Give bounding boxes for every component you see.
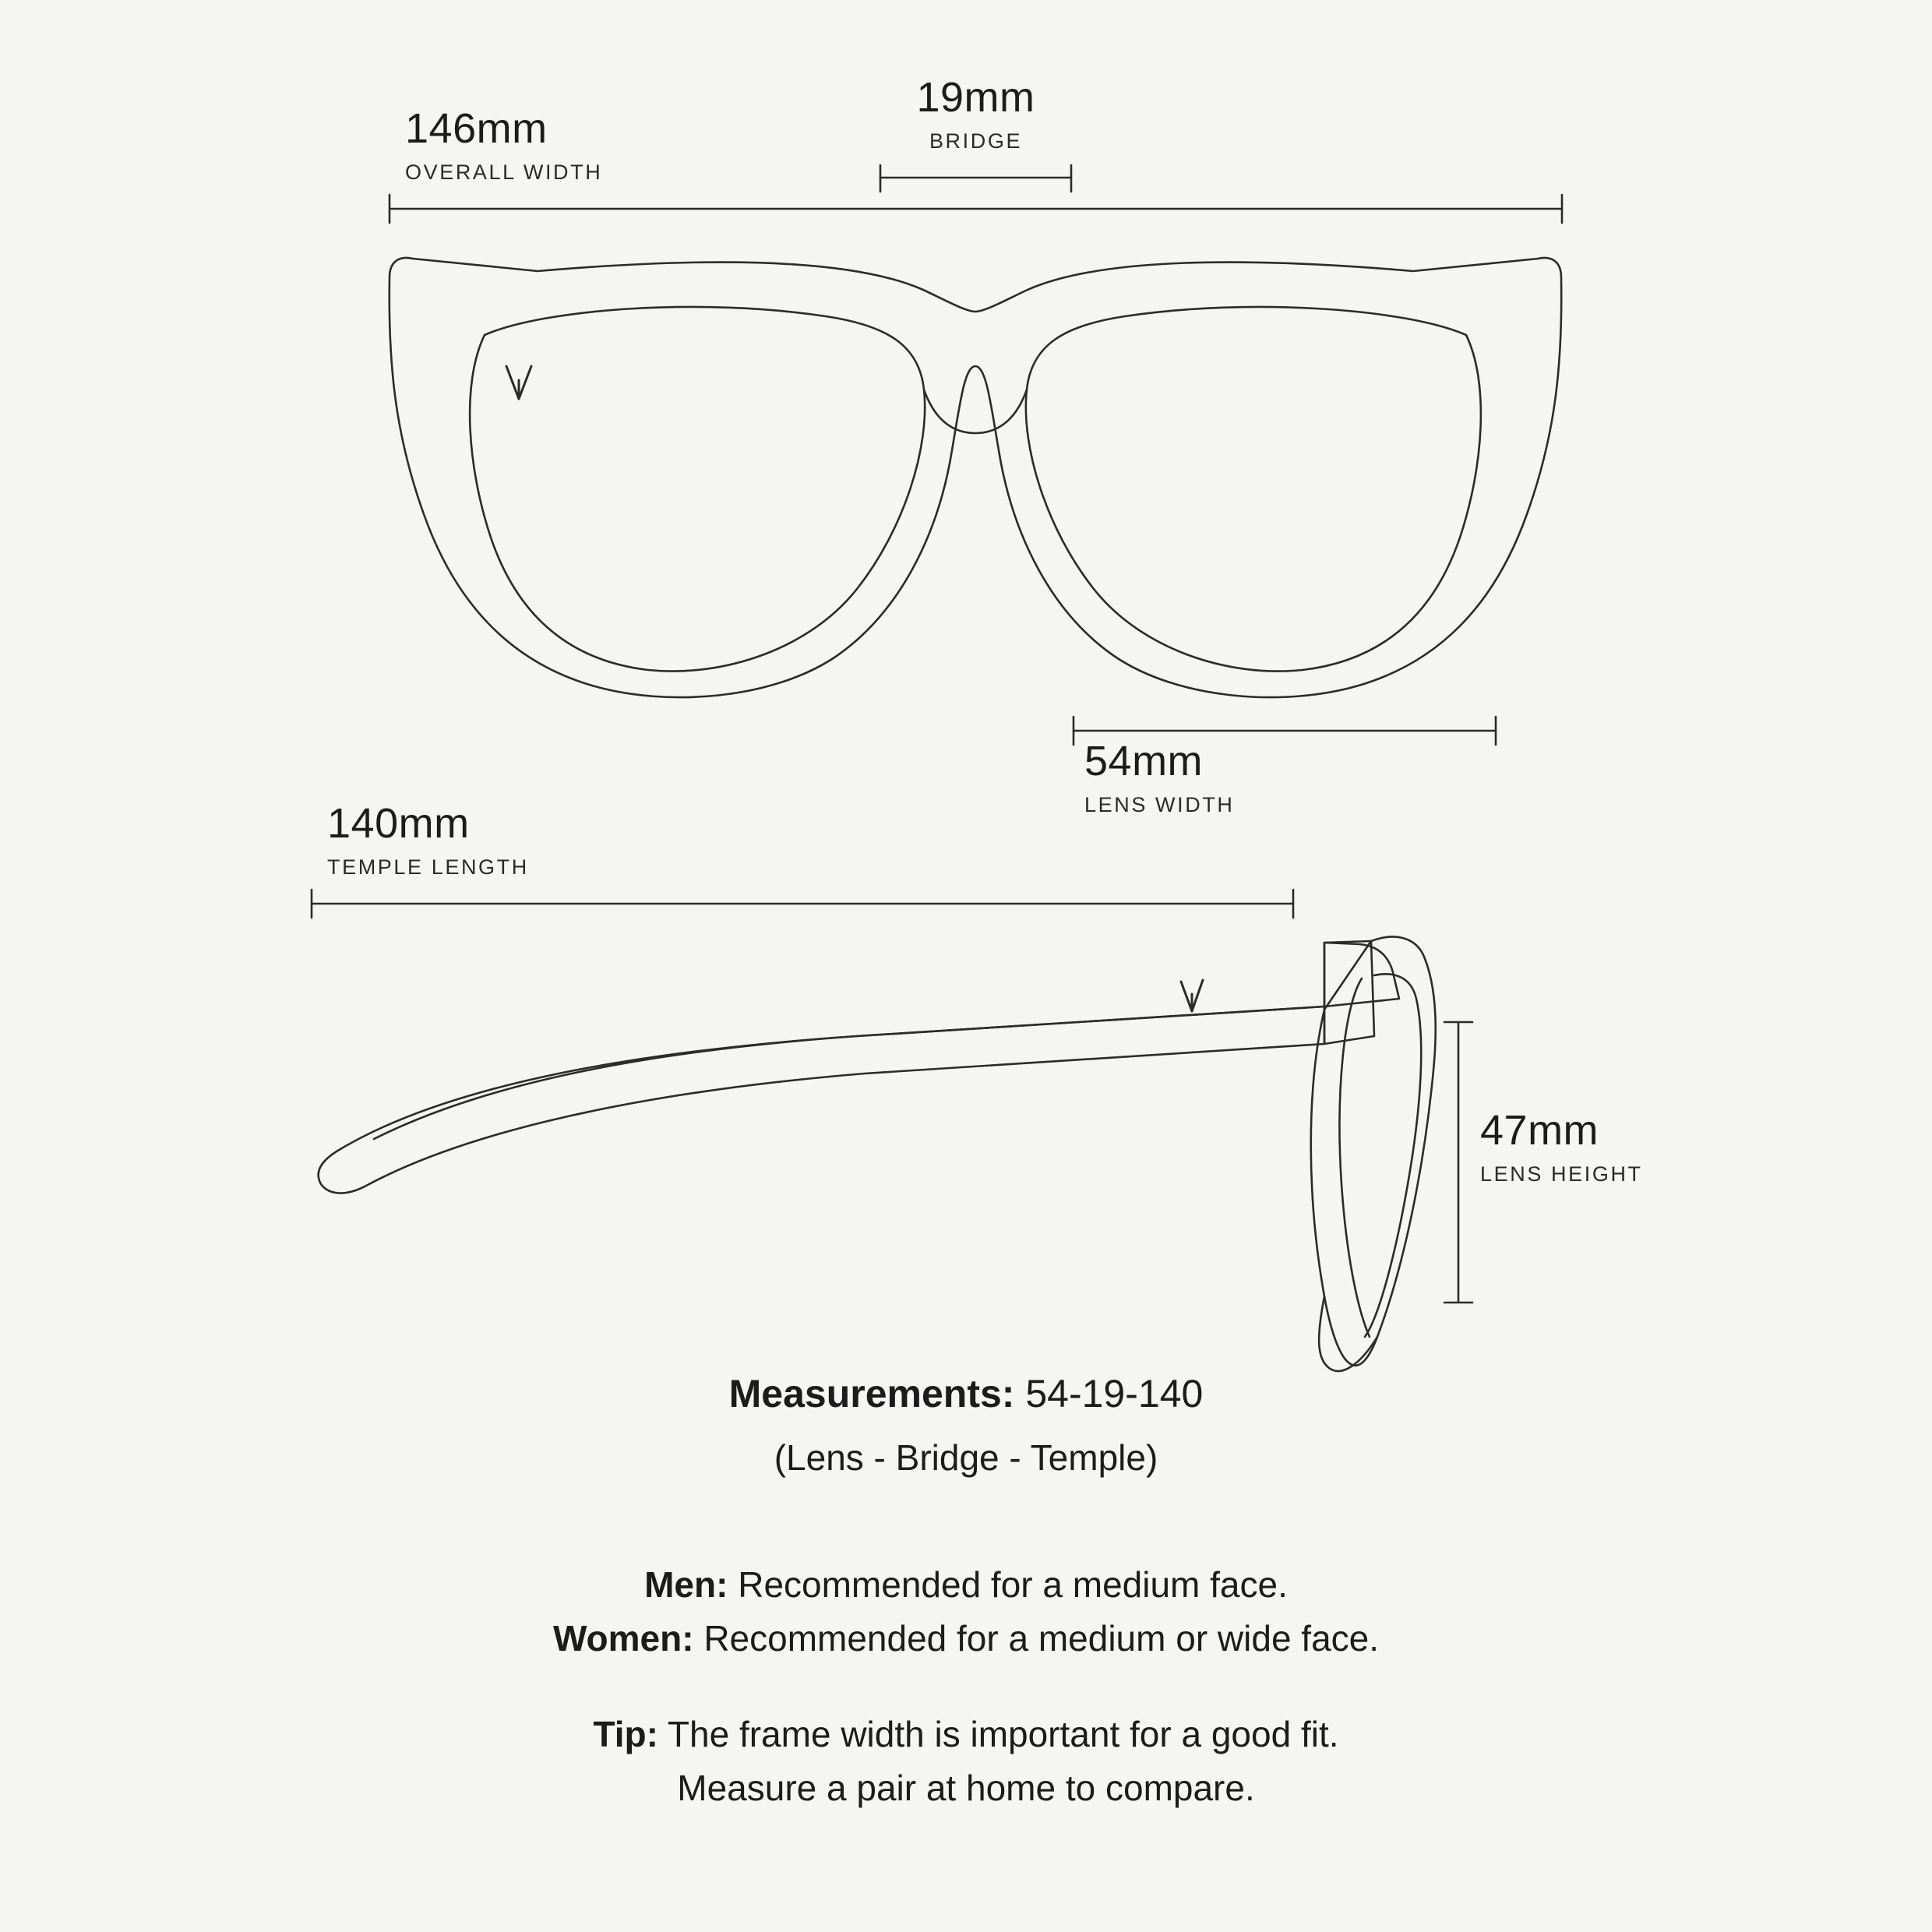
women-recommendation: [0, 1612, 1932, 1666]
lens-width-name: LENS WIDTH: [1084, 793, 1235, 817]
tip-line-2: Measure a pair at home to compare.: [677, 1768, 1255, 1808]
brand-logo-front: [506, 366, 531, 399]
lens-height-value: 47mm: [1480, 1107, 1599, 1154]
overall-width-dimension-line: [390, 195, 1562, 223]
temple-length-value: 140mm: [327, 800, 470, 847]
men-text: Recommended for a medium face.: [738, 1564, 1288, 1605]
men-label: Men:: [644, 1564, 728, 1605]
bridge-name: BRIDGE: [929, 129, 1023, 153]
overall-width-label: [405, 106, 602, 185]
lens-height-label: [1480, 1108, 1643, 1187]
men-recommendation: [0, 1558, 1932, 1612]
lens-width-value: 54mm: [1084, 738, 1204, 784]
measurements-summary: [0, 1371, 1932, 1479]
bridge-dimension-line: [880, 165, 1071, 192]
lens-height-name: LENS HEIGHT: [1480, 1162, 1643, 1186]
tip-line-1: [0, 1708, 1932, 1761]
recommendations-block: [0, 1558, 1932, 1666]
bridge-label: [830, 75, 1122, 154]
brand-logo-side: [1181, 980, 1203, 1011]
bridge-value: 19mm: [916, 74, 1035, 121]
lens-height-dimension-line: [1444, 1022, 1472, 1303]
lens-width-label: [1084, 739, 1235, 818]
measurements-value: 54-19-140: [1025, 1372, 1204, 1416]
temple-length-name: TEMPLE LENGTH: [327, 855, 529, 880]
glasses-front-view: [390, 258, 1561, 697]
temple-length-label: [327, 801, 529, 880]
overall-width-name: OVERALL WIDTH: [405, 160, 603, 185]
tip-block: [0, 1708, 1932, 1815]
tip-text-1: The frame width is important for a good fit.: [667, 1714, 1339, 1754]
temple-length-dimension-line: [312, 890, 1293, 918]
women-text: Recommended for a medium or wide face.: [703, 1618, 1380, 1659]
measurements-label: Measurements:: [728, 1372, 1015, 1416]
glasses-side-view: [319, 936, 1436, 1370]
measurements-line: [0, 1371, 1932, 1416]
women-label: Women:: [552, 1618, 694, 1659]
tip-label: Tip:: [593, 1714, 658, 1754]
overall-width-value: 146mm: [405, 105, 548, 152]
measurements-sub: (Lens - Bridge - Temple): [774, 1437, 1158, 1478]
